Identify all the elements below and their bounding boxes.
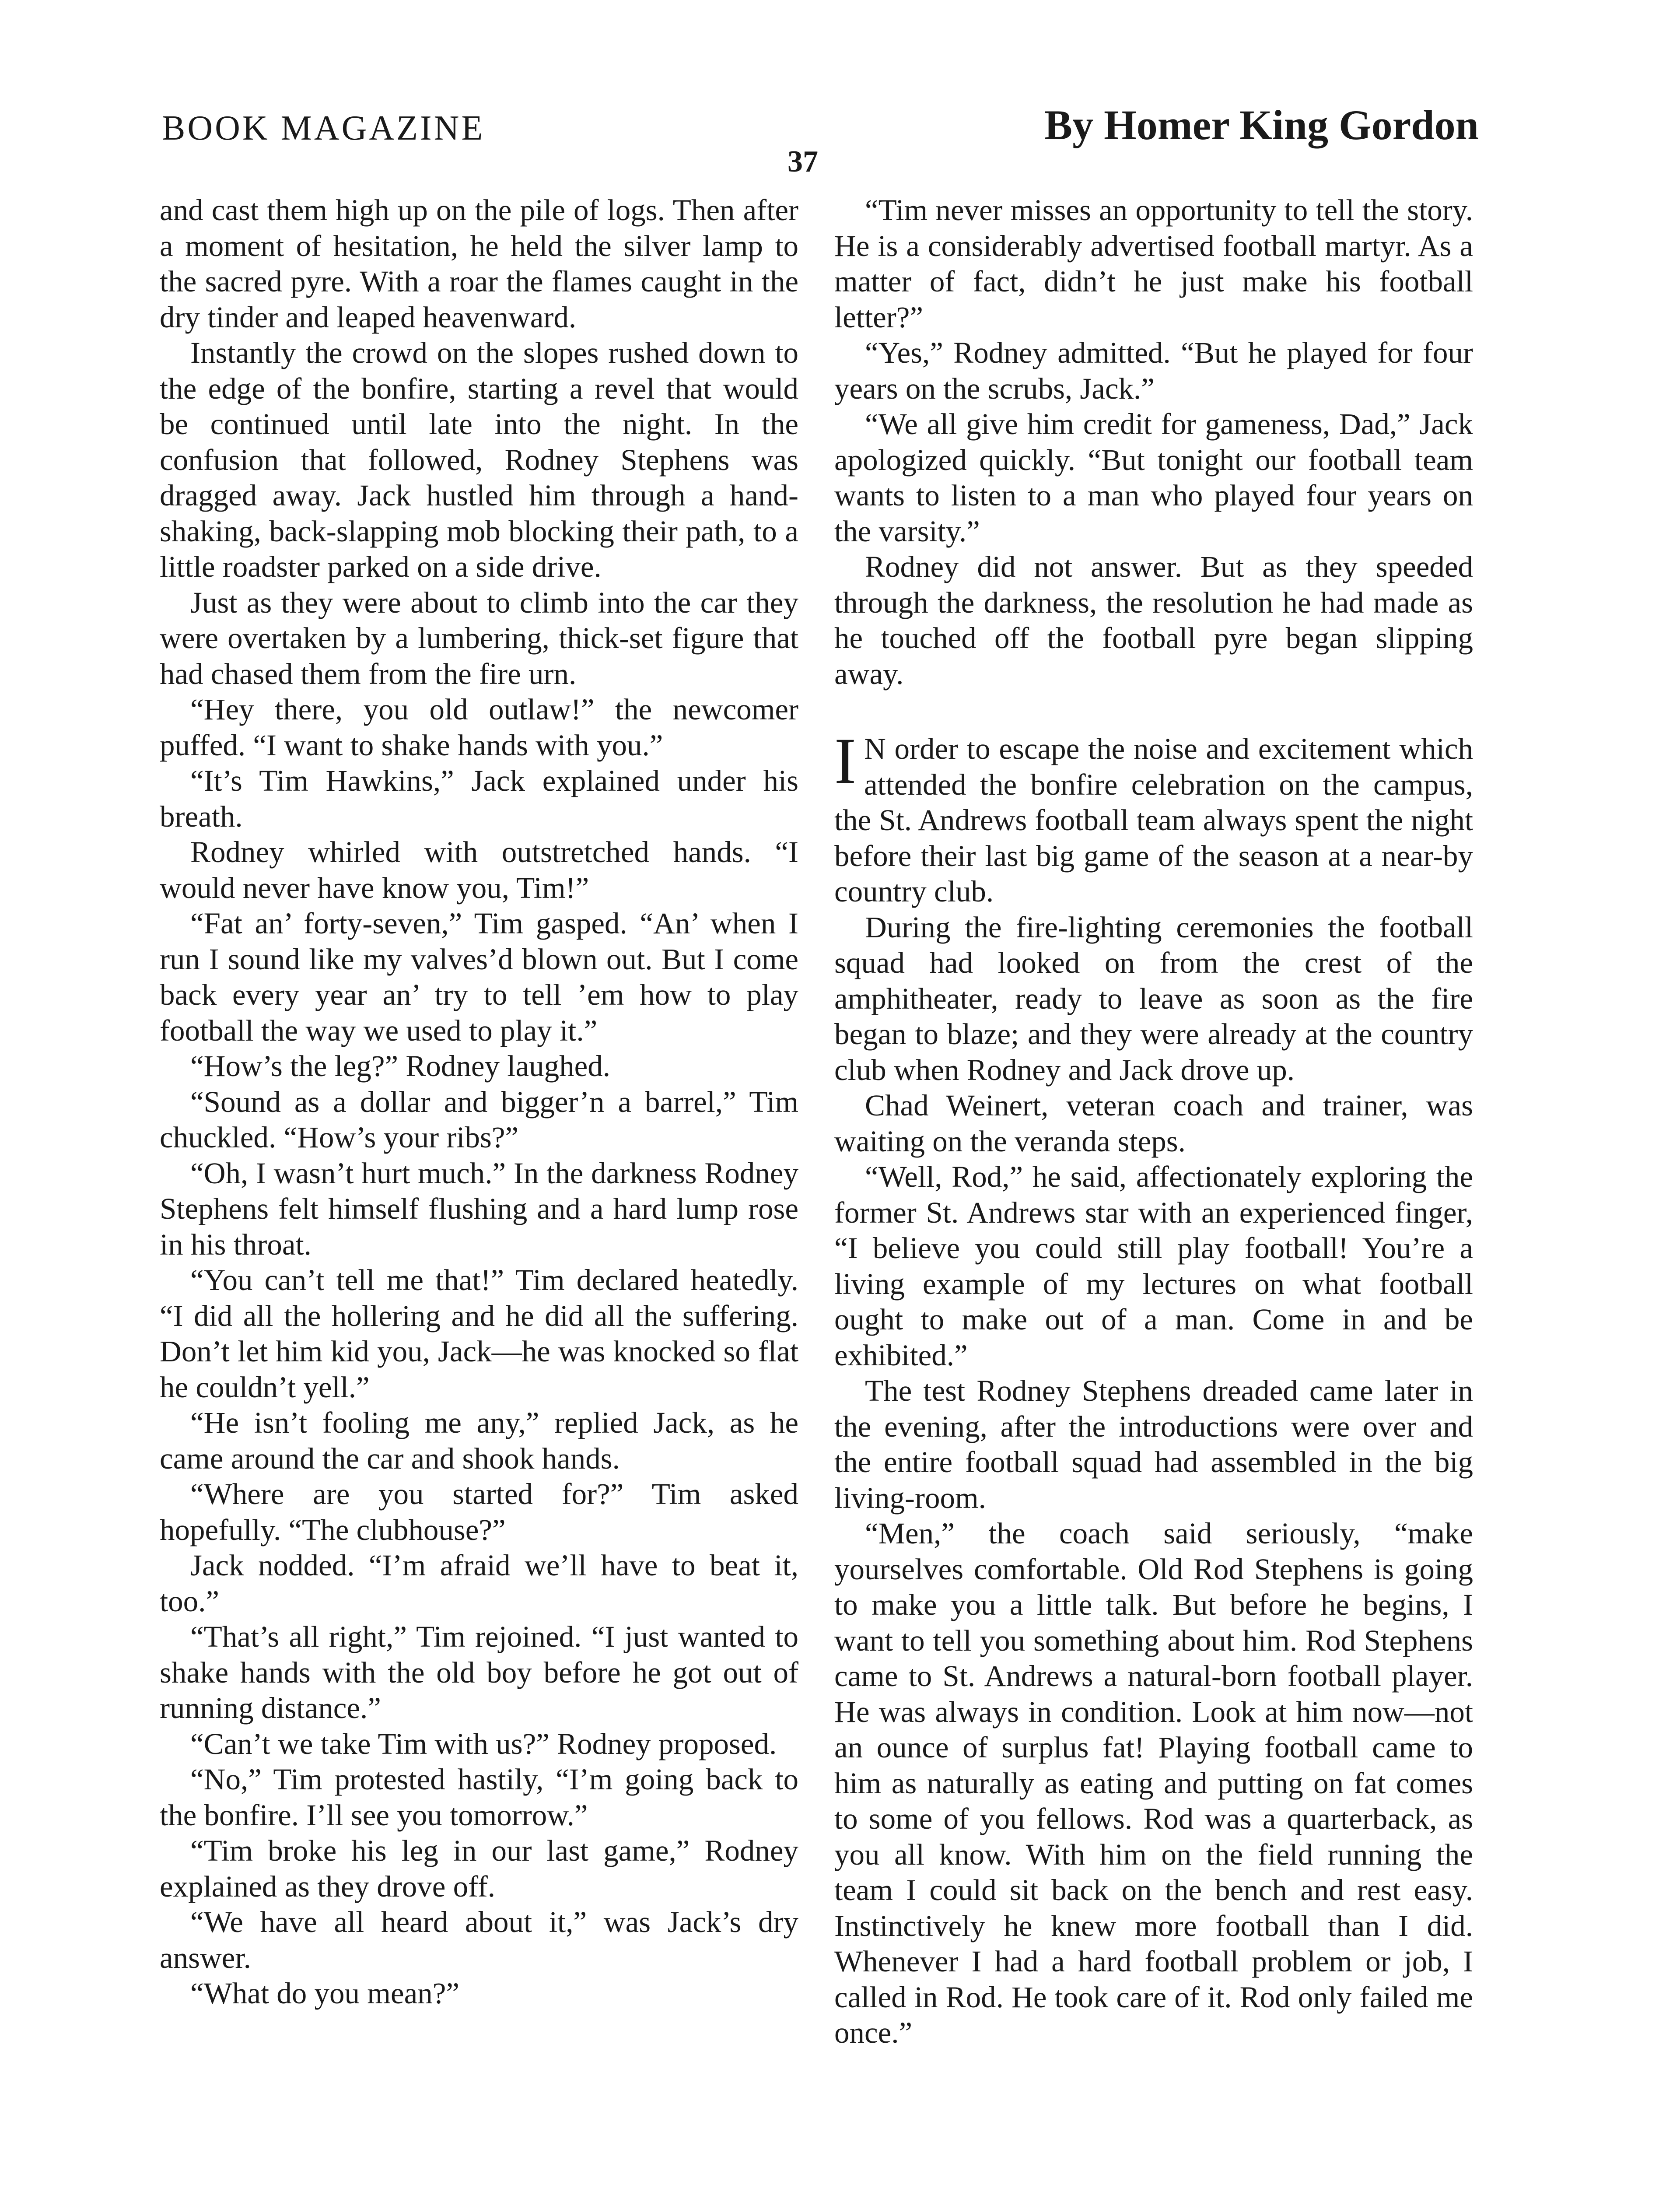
drop-cap: I [834, 725, 856, 797]
paragraph: “No,” Tim protested hastily, “I’m going back to the bonfire. I’ll see you tomorrow.” [160, 1763, 798, 1832]
paragraph: and cast them high up on the pile of logs. Then after a moment of hesitation, he held the silver lamp to the sacred pyre. With a roar the flames caught in the dry tinder and leaped heavenward. [160, 193, 798, 334]
right-column [834, 193, 1473, 2051]
paragraph: Jack nodded. “I’m afraid we’ll have to beat it, too.” [160, 1549, 798, 1618]
paragraph: “Well, Rod,” he said, affectionately exploring the former St. Andrews star with an experienced finger, “I believe you could still play football! You’re a living example of my lectures on what football ought to make out of a man. Come in and be exhibited.” [834, 1160, 1473, 1372]
paragraph: “Yes,” Rodney admitted. “But he played for four years on the scrubs, Jack.” [834, 336, 1473, 405]
paragraph: “What do you mean?” [190, 1977, 459, 2010]
paragraph: “Can’t we take Tim with us?” Rodney proposed. [190, 1727, 777, 1760]
paragraph: “Tim never misses an opportunity to tell the story. He is a considerably advertised football martyr. As a matter of fact, didn’t he just make his football letter?” [834, 193, 1473, 334]
author-byline: By Homer King Gordon [1044, 102, 1479, 148]
paragraph: “We have all heard about it,” was Jack’s dry answer. [160, 1905, 798, 1974]
paragraph: “Tim broke his leg in our last game,” Rodney explained as they drove off. [160, 1834, 798, 1903]
paragraph: Just as they were about to climb into the car they were overtaken by a lumbering, thick-set figure that had chased them from the fire urn. [160, 586, 798, 691]
left-column [160, 193, 798, 2012]
paragraph: “Fat an’ forty-seven,” Tim gasped. “An’ when I run I sound like my valves’d blown out. But I come back every year an’ try to tell ’em how to play football the way we used to play it.” [160, 907, 798, 1047]
paragraph: “Oh, I wasn’t hurt much.” In the darkness Rodney Stephens felt himself flushing and a hard lump rose in his throat. [160, 1156, 798, 1261]
paragraph: Rodney whirled with outstretched hands. “I would never have know you, Tim!” [160, 835, 798, 905]
paragraph: “How’s the leg?” Rodney laughed. [190, 1049, 610, 1083]
paragraph: During the fire-lighting ceremonies the football squad had looked on from the crest of the amphitheater, ready to leave as soon as the fire began to blaze; and they were already at the country club when Rodney and Jack drove up. [834, 910, 1473, 1087]
paragraph: Chad Weinert, veteran coach and trainer, was waiting on the veranda steps. [834, 1089, 1473, 1158]
paragraph: “Hey there, you old outlaw!” the newcomer puffed. “I want to shake hands with you.” [160, 693, 798, 762]
paragraph: “He isn’t fooling me any,” replied Jack, as he came around the car and shook hands. [160, 1406, 798, 1475]
paragraph: “Where are you started for?” Tim asked hopefully. “The clubhouse?” [160, 1477, 798, 1546]
paragraph: “It’s Tim Hawkins,” Jack explained under his breath. [160, 764, 798, 833]
paragraph: “Men,” the coach said seriously, “make yourselves comfortable. Old Rod Stephens is going to make you a little talk. But before he begins, I want to tell you something about him. Rod Stephens came to St. Andrews a natural-born football player. He was always in condition. Look at him now—not an ounce of surplus fat! Playing football came to him as naturally as eating and putting on fat comes to some of you fellows. Rod was a quarterback, as you all know. With him on the field running the team I could sit back on the bench and rest easy. Instinctively he knew more football than I did. Whenever I had a hard football problem or job, I called in Rod. He took care of it. Rod only failed me once.” [834, 1517, 1473, 2049]
paragraph: Instantly the crowd on the slopes rushed down to the edge of the bonfire, starting a revel that would be continued until late into the night. In the confusion that followed, Rodney Stephens was dragged away. Jack hustled him through a hand-shaking, back-slapping mob blocking their path, to a little roadster parked on a side drive. [160, 336, 798, 583]
section-opening-paragraph [834, 725, 1473, 910]
paragraph: “You can’t tell me that!” Tim declared heatedly. “I did all the hollering and he did all the suffering. Don’t let him kid you, Jack—he was knocked so flat he couldn’t yell.” [160, 1263, 798, 1404]
paragraph: “Sound as a dollar and bigger’n a barrel,” Tim chuckled. “How’s your ribs?” [160, 1085, 798, 1154]
section-opening-text: N order to escape the noise and excitement which attended the bonfire celebration on the campus, the St. Andrews football team always spent the night before their last big game of the season at a near-by country club. [834, 732, 1473, 908]
paragraph: “We all give him credit for gameness, Dad,” Jack apologized quickly. “But tonight our football team wants to listen to a man who played four years on the varsity.” [834, 407, 1473, 548]
page-header [162, 101, 1479, 162]
paragraph: “That’s all right,” Tim rejoined. “I just wanted to shake hands with the old boy before he got out of running distance.” [160, 1620, 798, 1725]
paragraph: The test Rodney Stephens dreaded came later in the evening, after the introductions were over and the entire football squad had assembled in the big living-room. [834, 1374, 1473, 1515]
page-number: 37 [788, 145, 818, 179]
paragraph: Rodney did not answer. But as they speeded through the darkness, the resolution he had made as he touched off the football pyre began slipping away. [834, 550, 1473, 691]
magazine-title: BOOK MAGAZINE [162, 109, 485, 147]
